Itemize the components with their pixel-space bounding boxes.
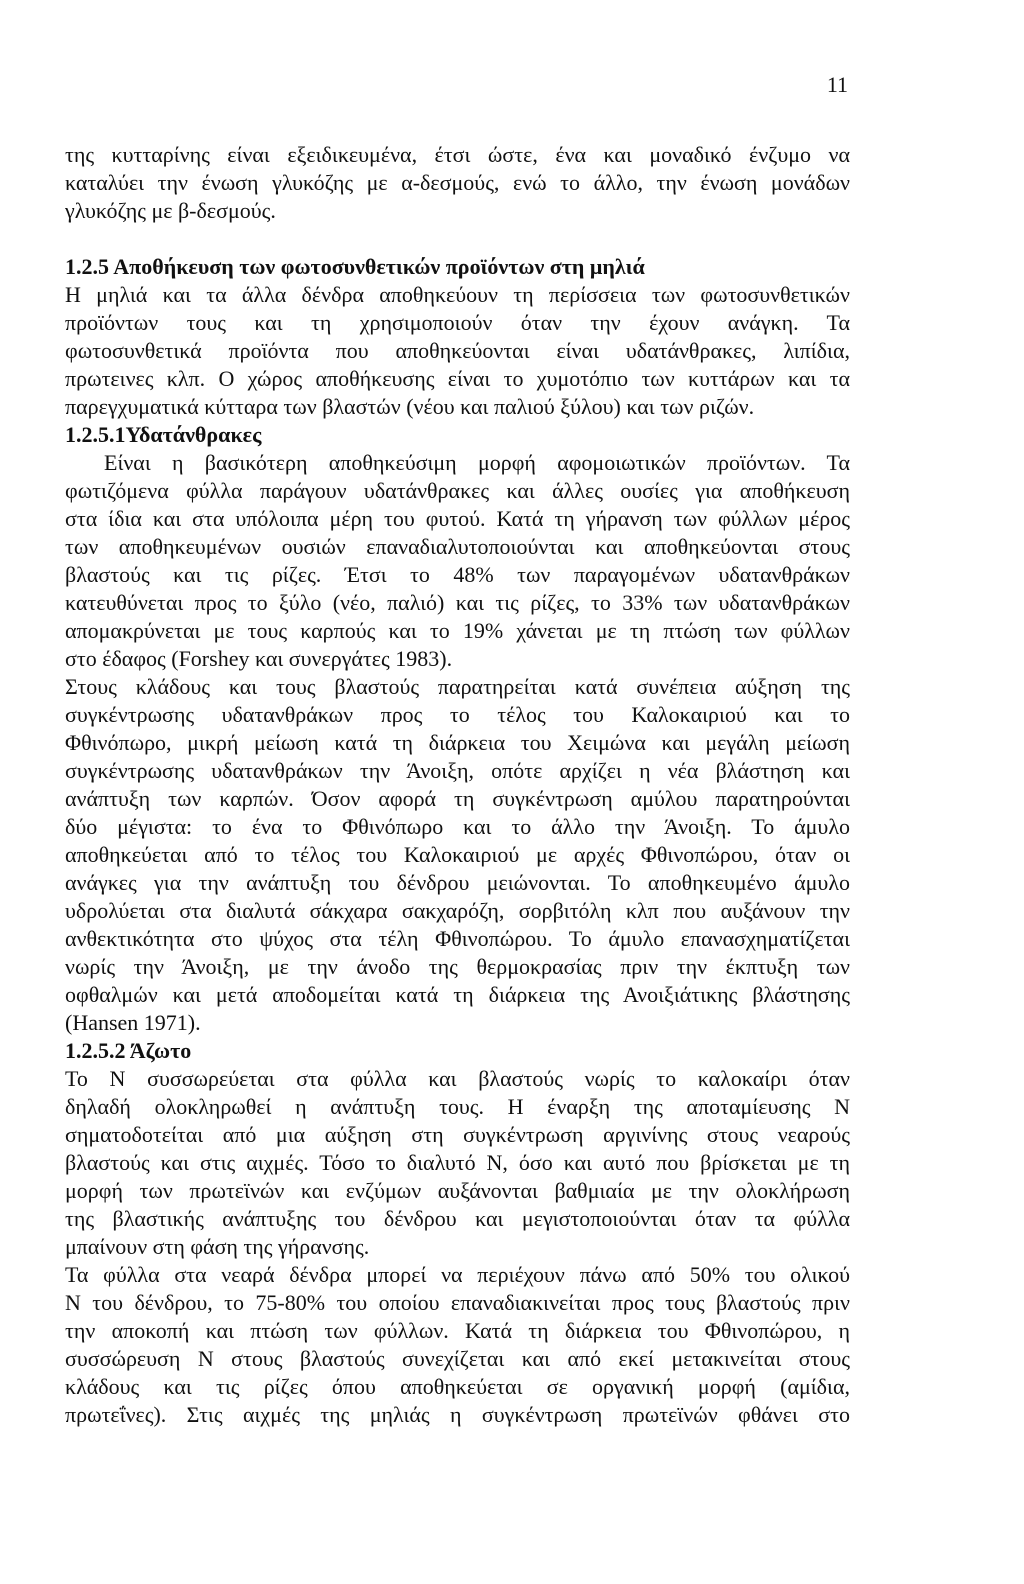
text-line: συσσώρευση N στους βλαστούς συνεχίζεται και από εκεί μετακινείται στους [65,1346,850,1371]
subsection-heading: 1.2.5.1Υδατάνθρακες [65,422,262,447]
text-line: Το N συσσωρεύεται στα φύλλα και βλαστούς νωρίς το καλοκαίρι όταν [65,1066,850,1091]
text-line: στο έδαφος (Forshey και συνεργάτες 1983). [65,646,453,671]
text-line: υδρολύεται στα διαλυτά σάκχαρα σακχαρόζη, σορβιτόλη κλπ που αυξάνουν την [65,898,850,923]
text-line: καταλύει την ένωση γλυκόζης με α-δεσμούς, ενώ το άλλο, την ένωση μονάδων [65,170,850,195]
text-line: την αποκοπή και πτώση των φύλλων. Κατά τη διάρκεια του Φθινοπώρου, η [65,1318,850,1343]
text-line: βλαστούς και στις αιχμές. Τόσο το διαλυτό N, όσο και αυτό που βρίσκεται με τη [65,1150,850,1175]
text-line: απομακρύνεται με τους καρπούς και το 19% χάνεται με τη πτώση των φύλλων [65,618,850,643]
text-line: Στους κλάδους και τους βλαστούς παρατηρείται κατά συνέπεια αύξηση της [65,674,850,699]
text-line: πρωτεΐνες). Στις αιχμές της μηλιάς η συγκέντρωση πρωτεϊνών φθάνει στο [65,1402,850,1427]
paragraph [65,1065,850,1261]
text-line: δηλαδή ολοκληρωθεί η ανάπτυξη τους. Η έναρξη της αποταμίευσης N [65,1094,850,1119]
page-number: 11 [826,72,848,97]
text-line: δύο μέγιστα: το ένα το Φθινόπωρο και το άλλο την Άνοιξη. Το άμυλο [65,814,850,839]
text-line: κλάδους και τις ρίζες όπου αποθηκεύεται σε οργανική μορφή (αμίδια, [65,1374,850,1399]
section-heading: 1.2.5 Αποθήκευση των φωτοσυνθετικών προϊόντων στη μηλιά [65,254,645,279]
text-line: οφθαλμών και μετά αποδομείται κατά τη διάρκεια της Ανοιξιάτικης βλάστησης [65,982,850,1007]
subsection-carbohydrates [65,421,850,1037]
text-line: συγκέντρωσης υδατανθράκων την Άνοιξη, οπότε αρχίζει η νέα βλάστηση και [65,758,850,783]
text-line: Φθινόπωρο, μικρή μείωση κατά τη διάρκεια του Χειμώνα και μεγάλη μείωση [65,730,850,755]
continuation-paragraph [65,141,850,225]
text-line: στα ίδια και στα υπόλοιπα μέρη του φυτού. Κατά τη γήρανση των φύλλων μέρος [65,506,850,531]
text-line: προϊόντων τους και τη χρησιμοποιούν όταν την έχουν ανάγκη. Τα [65,310,850,335]
text-line: κατευθύνεται προς το ξύλο (νέο, παλιό) και τις ρίζες, το 33% των υδατανθράκων [65,590,850,615]
text-line: φωτιζόμενα φύλλα παράγουν υδατάνθρακες και άλλες ουσίες για αποθήκευση [65,478,850,503]
text-line: ανάπτυξη των καρπών. Όσον αφορά τη συγκέντρωση αμύλου παρατηρούνται [65,786,850,811]
page-body [65,141,850,1429]
text-line: της βλαστικής ανάπτυξης του δένδρου και μεγιστοποιούνται όταν τα φύλλα [65,1206,850,1231]
text-line: συγκέντρωσης υδατανθράκων προς το τέλος του Καλοκαιριού και το [65,702,850,727]
text-line: Η μηλιά και τα άλλα δένδρα αποθηκεύουν τη περίσσεια των φωτοσυνθετικών [65,282,850,307]
text-line: νωρίς την Άνοιξη, με την άνοδο της θερμοκρασίας πριν την έκπτυξη των [65,954,850,979]
text-line: των αποθηκευμένων ουσιών επαναδιαλυτοποιούνται και αποθηκεύονται στους [65,534,850,559]
text-line: μορφή των πρωτεϊνών και ενζύμων αυξάνονται βαθμιαία με την ολοκλήρωση [65,1178,850,1203]
paragraph [65,673,850,1037]
text-line: φωτοσυνθετικά προϊόντα που αποθηκεύονται είναι υδατάνθρακες, λιπίδια, [65,338,850,363]
text-line: μπαίνουν στη φάση της γήρανσης. [65,1234,370,1259]
section-storage [65,253,850,421]
text-line: βλαστούς και τις ρίζες. Έτσι το 48% των παραγομένων υδατανθράκων [65,562,850,587]
text-line: της κυτταρίνης είναι εξειδικευμένα, έτσι ώστε, ένα και μοναδικό ένζυμο να [65,142,850,167]
blank-line [65,225,850,253]
text-line: (Hansen 1971). [65,1010,201,1035]
text-line: αποθηκεύεται από το τέλος του Καλοκαιριού με αρχές Φθινοπώρου, όταν οι [65,842,850,867]
text-line: πρωτεινες κλπ. Ο χώρος αποθήκευσης είναι το χυμοτόπιο των κυττάρων και τα [65,366,850,391]
paragraph [65,1261,850,1429]
text-line: Είναι η βασικότερη αποθηκεύσιμη μορφή αφομοιωτικών προϊόντων. Τα [104,450,850,475]
text-line: ανάγκες για την ανάπτυξη του δένδρου μειώνονται. Το αποθηκευμένο άμυλο [65,870,850,895]
paragraph [65,449,850,673]
subsection-nitrogen [65,1037,850,1429]
subsection-heading: 1.2.5.2 Άζωτο [65,1038,192,1063]
text-line: γλυκόζης με β-δεσμούς. [65,198,276,223]
text-line: Τα φύλλα στα νεαρά δένδρα μπορεί να περιέχουν πάνω από 50% του ολικού [65,1262,850,1287]
text-line: N του δένδρου, το 75-80% του οποίου επαναδιακινείται προς τους βλαστούς πριν [65,1290,850,1315]
text-line: παρεγχυματικά κύτταρα των βλαστών (νέου και παλιού ξύλου) και των ριζών. [65,394,755,419]
text-line: σηματοδοτείται από μια αύξηση στη συγκέντρωση αργινίνης στους νεαρούς [65,1122,850,1147]
text-line: ανθεκτικότητα στο ψύχος στα τέλη Φθινοπώρου. Το άμυλο επανασχηματίζεται [65,926,850,951]
